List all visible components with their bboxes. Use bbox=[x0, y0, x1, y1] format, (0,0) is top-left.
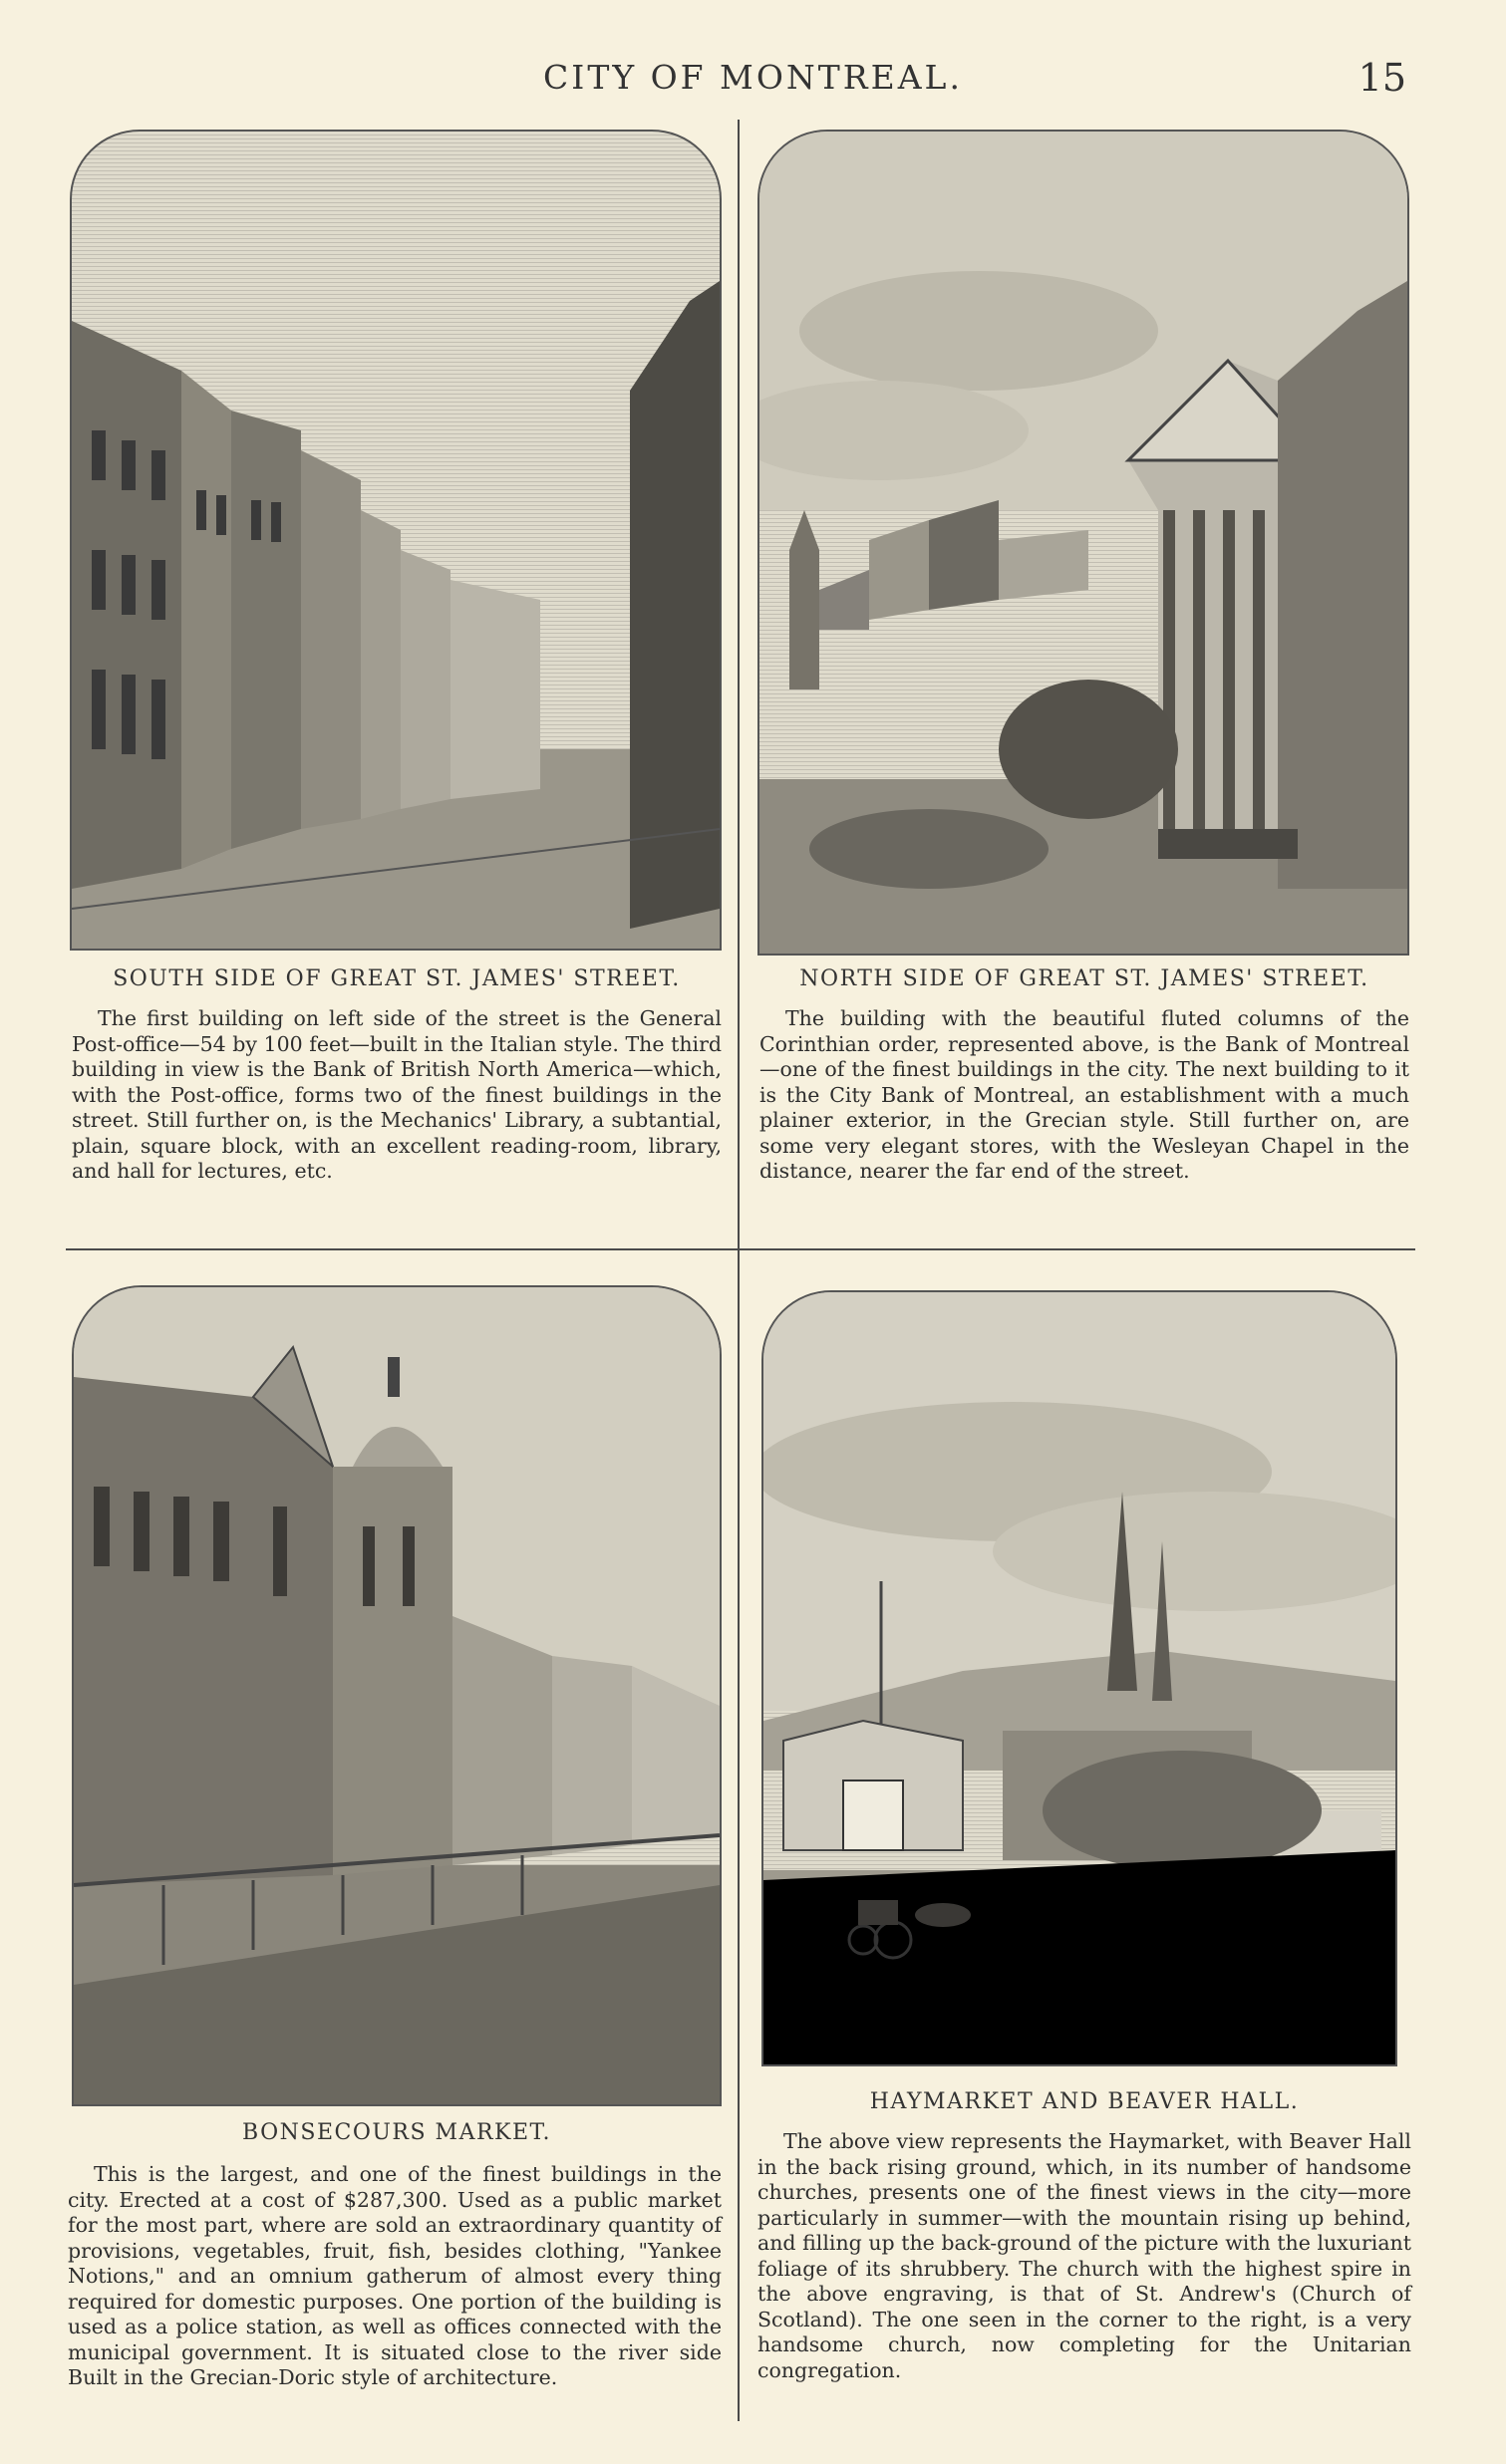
panel-north-side-st-james bbox=[755, 130, 1413, 1245]
engraving-bonsecours-market bbox=[72, 1285, 722, 2106]
caption-north-side-st-james: NORTH SIDE OF GREAT ST. JAMES' STREET. bbox=[799, 966, 1369, 991]
bonsecours-market-illustration bbox=[74, 1287, 720, 2104]
haymarket-illustration bbox=[763, 1292, 1395, 2064]
engraving-haymarket-beaver-hall bbox=[761, 1290, 1397, 2066]
text-south-side-st-james: The first building on left side of the street is the General Post-office—54 by 100 feet—built in the Italian style. The third building in view is the Bank of British North America—which, with the Post-office, forms two of the finest buildings in the street. Still further on, is the Mechanics' Library, a subtantial, plain, square block, with an excellent reading-room, library, and hall for lectures, etc. bbox=[72, 1006, 722, 1183]
text-haymarket-beaver-hall: The above view represents the Haymarket, with Beaver Hall in the back rising ground, which, in its number of handsome churches, presents one of the finest views in the city—more particularly in summer—with the mountain rising up behind, and filling up the back-ground of the picture with the luxuriant foliage of its shrubbery. The church with the highest spire in the above engraving, is that of St. Andrew's (Church of Scotland). The one seen in the corner to the right, is a very handsome church, now completing for the Unitarian congregation. bbox=[757, 2129, 1411, 2382]
column-divider bbox=[738, 120, 740, 2421]
page-title: CITY OF MONTREAL. bbox=[543, 58, 963, 97]
row-divider bbox=[66, 1248, 1415, 1250]
panel-bonsecours-market bbox=[68, 1285, 726, 2431]
caption-haymarket-beaver-hall: HAYMARKET AND BEAVER HALL. bbox=[869, 2089, 1300, 2114]
bank-of-montreal-illustration bbox=[759, 132, 1407, 954]
text-bonsecours-market: This is the largest, and one of the finest buildings in the city. Erected at a cost of $287,300. Used as a public market for the most part, where are sold an extraordinary quantity of provisions, vegetables, fruit, fish, besides clothing, "Yankee Notions," and an omnium gatherum of almost every thing required for domestic purposes. One portion of the building is used as a police station, as well as offices connected with the municipal government. It is situated close to the river side Built in the Grecian-Doric style of architecture. bbox=[68, 2162, 722, 2389]
street-scene-illustration bbox=[72, 132, 720, 949]
running-head bbox=[0, 58, 1506, 108]
text-north-side-st-james: The building with the beautiful fluted columns of the Corinthian order, represented above, is the Bank of Montreal—one of the finest buildings in the city. The next building to it is the City Bank of Montreal, an establishment with a much plainer exterior, in the Grecian style. Still further on, are some very elegant stores, with the Wesleyan Chapel in the distance, nearer the far end of the street. bbox=[759, 1006, 1409, 1183]
engraving-north-side-st-james bbox=[757, 130, 1409, 956]
engraving-south-side-st-james bbox=[70, 130, 722, 951]
panel-south-side-st-james bbox=[68, 130, 726, 1245]
panel-haymarket-beaver-hall bbox=[755, 1290, 1413, 2431]
caption-bonsecours-market: BONSECOURS MARKET. bbox=[242, 2120, 551, 2145]
caption-south-side-st-james: SOUTH SIDE OF GREAT ST. JAMES' STREET. bbox=[113, 966, 681, 991]
page-number: 15 bbox=[1357, 56, 1406, 100]
